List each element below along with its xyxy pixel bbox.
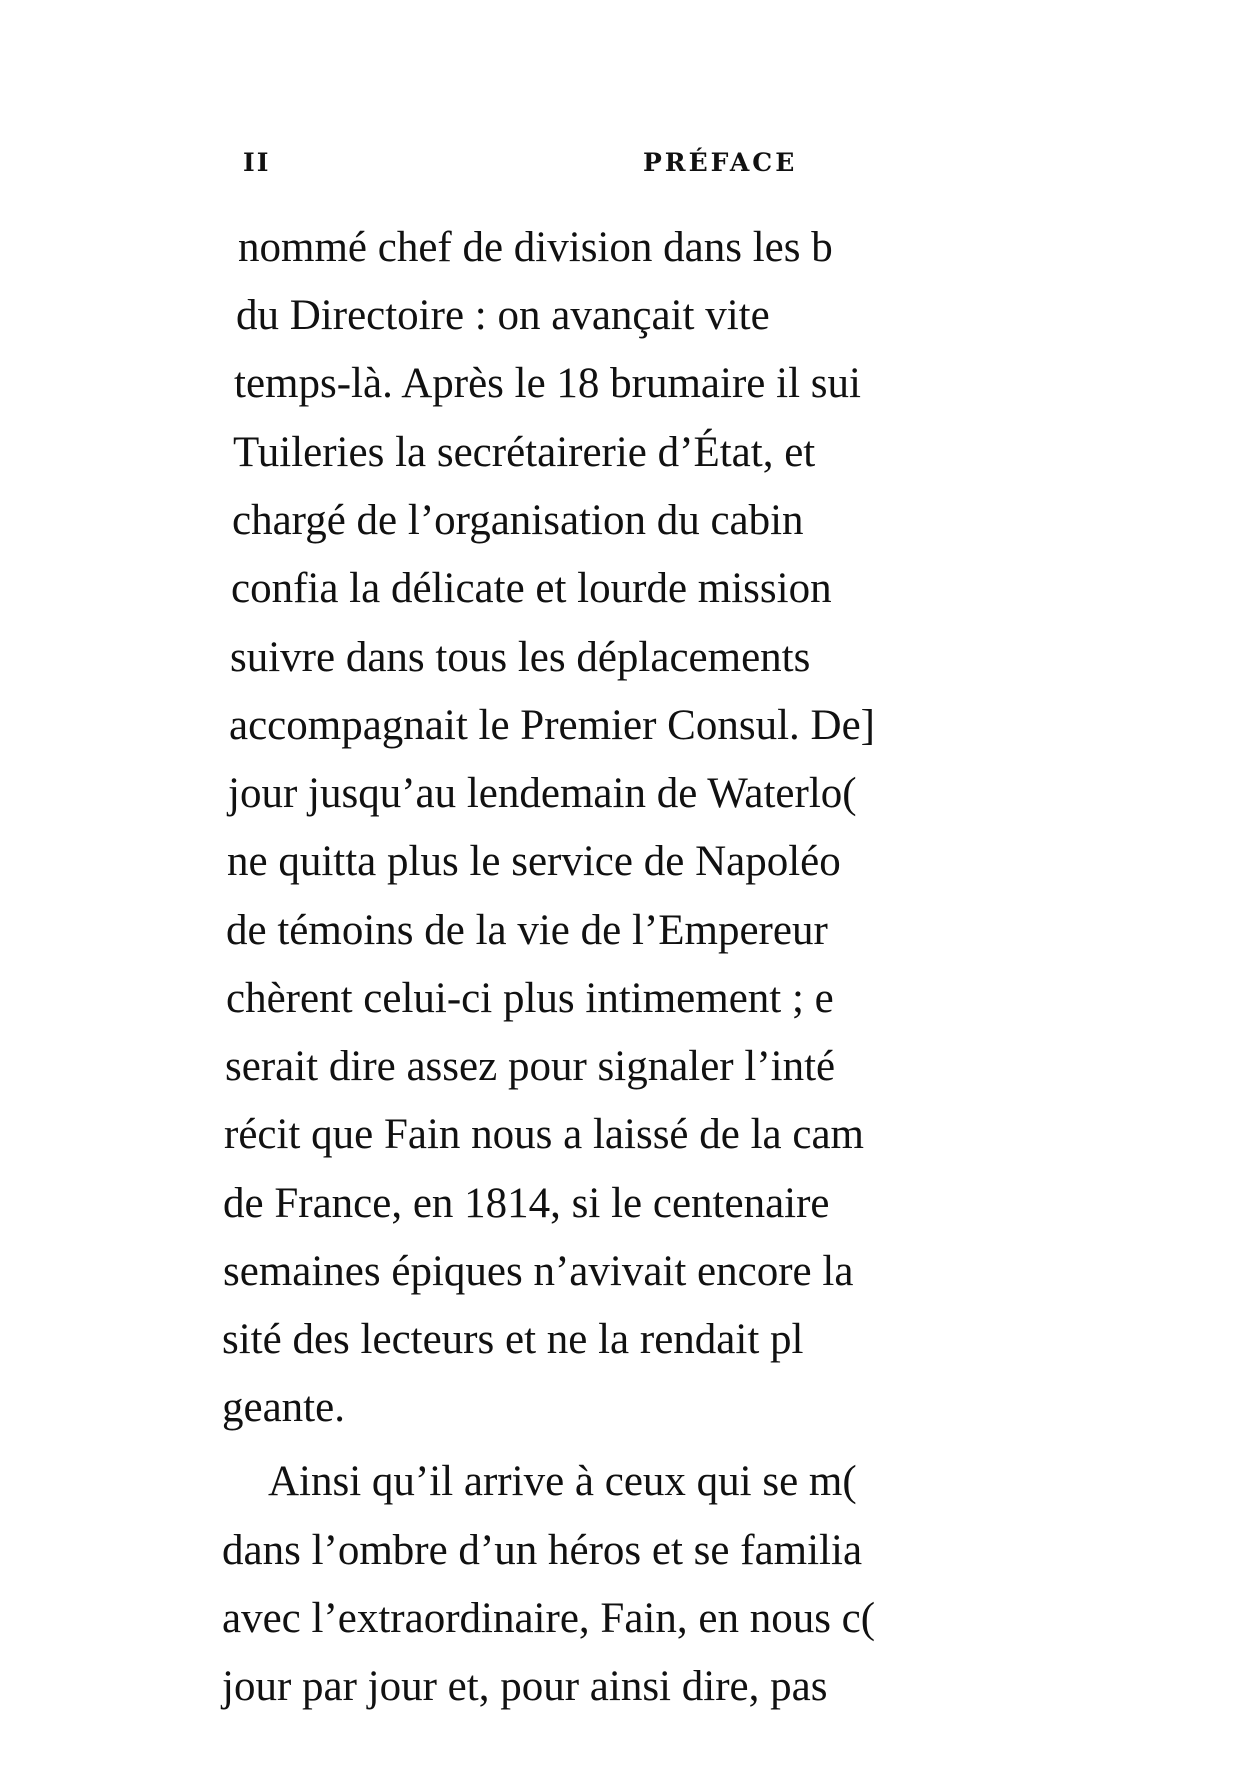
text-line bbox=[0, 901, 1259, 961]
text-line bbox=[0, 764, 1259, 824]
text-line-content: jour jusqu’au lendemain de Waterlo( bbox=[228, 770, 857, 817]
text-line-content: ne quitta plus le service de Napoléo bbox=[227, 838, 841, 885]
text-line bbox=[0, 1037, 1259, 1097]
text-line bbox=[0, 1174, 1259, 1234]
text-line-content: semaines épiques n’avivait encore la bbox=[223, 1248, 854, 1295]
text-line-content: Tuileries la secrétairerie d’État, et bbox=[233, 429, 816, 476]
text-line bbox=[0, 218, 1259, 278]
header-title: PRÉFACE bbox=[643, 148, 798, 177]
text-line-content: du Directoire : on avançait vite bbox=[236, 292, 770, 339]
text-line-content: nommé chef de division dans les b bbox=[238, 224, 833, 271]
text-line-content: dans l’ombre d’un héros et se familia bbox=[222, 1527, 863, 1574]
text-line-content: chèrent celui-ci plus intimement ; e bbox=[226, 975, 834, 1022]
text-line-content: chargé de l’organisation du cabin bbox=[232, 497, 804, 544]
text-line bbox=[0, 1378, 1259, 1438]
text-line bbox=[0, 1310, 1259, 1370]
text-line bbox=[0, 1105, 1259, 1165]
text-line bbox=[0, 491, 1259, 551]
text-line bbox=[0, 1589, 1259, 1649]
text-line bbox=[0, 628, 1259, 688]
text-line-content: suivre dans tous les déplacements bbox=[230, 634, 811, 681]
text-line bbox=[0, 1452, 1259, 1512]
text-line-content: confia la délicate et lourde mission bbox=[231, 565, 832, 612]
text-line-content: Ainsi qu’il arrive à ceux qui se m( bbox=[268, 1458, 857, 1505]
text-line bbox=[0, 1657, 1259, 1717]
text-line-content: de témoins de la vie de l’Empereur bbox=[226, 907, 828, 954]
text-line-content: serait dire assez pour signaler l’inté bbox=[225, 1043, 836, 1090]
text-line bbox=[0, 832, 1259, 892]
text-line-content: jour par jour et, pour ainsi dire, pas bbox=[222, 1663, 828, 1710]
running-header bbox=[243, 148, 803, 188]
text-line bbox=[0, 1242, 1259, 1302]
text-line bbox=[0, 696, 1259, 756]
text-line bbox=[0, 423, 1259, 483]
text-line bbox=[0, 969, 1259, 1029]
text-line-content: récit que Fain nous a laissé de la cam bbox=[224, 1111, 865, 1158]
text-line-content: de France, en 1814, si le centenaire bbox=[223, 1180, 830, 1227]
text-line-content: avec l’extraordinaire, Fain, en nous c( bbox=[222, 1595, 876, 1642]
text-line bbox=[0, 559, 1259, 619]
text-line-content: geante. bbox=[222, 1384, 345, 1431]
text-line bbox=[0, 354, 1259, 414]
text-line-content: sité des lecteurs et ne la rendait pl bbox=[222, 1316, 804, 1363]
text-line bbox=[0, 286, 1259, 346]
text-line-content: temps-là. Après le 18 brumaire il sui bbox=[234, 360, 861, 407]
text-line bbox=[0, 1521, 1259, 1581]
page-number: II bbox=[243, 148, 271, 177]
text-line-content: accompagnait le Premier Consul. De] bbox=[229, 702, 875, 749]
